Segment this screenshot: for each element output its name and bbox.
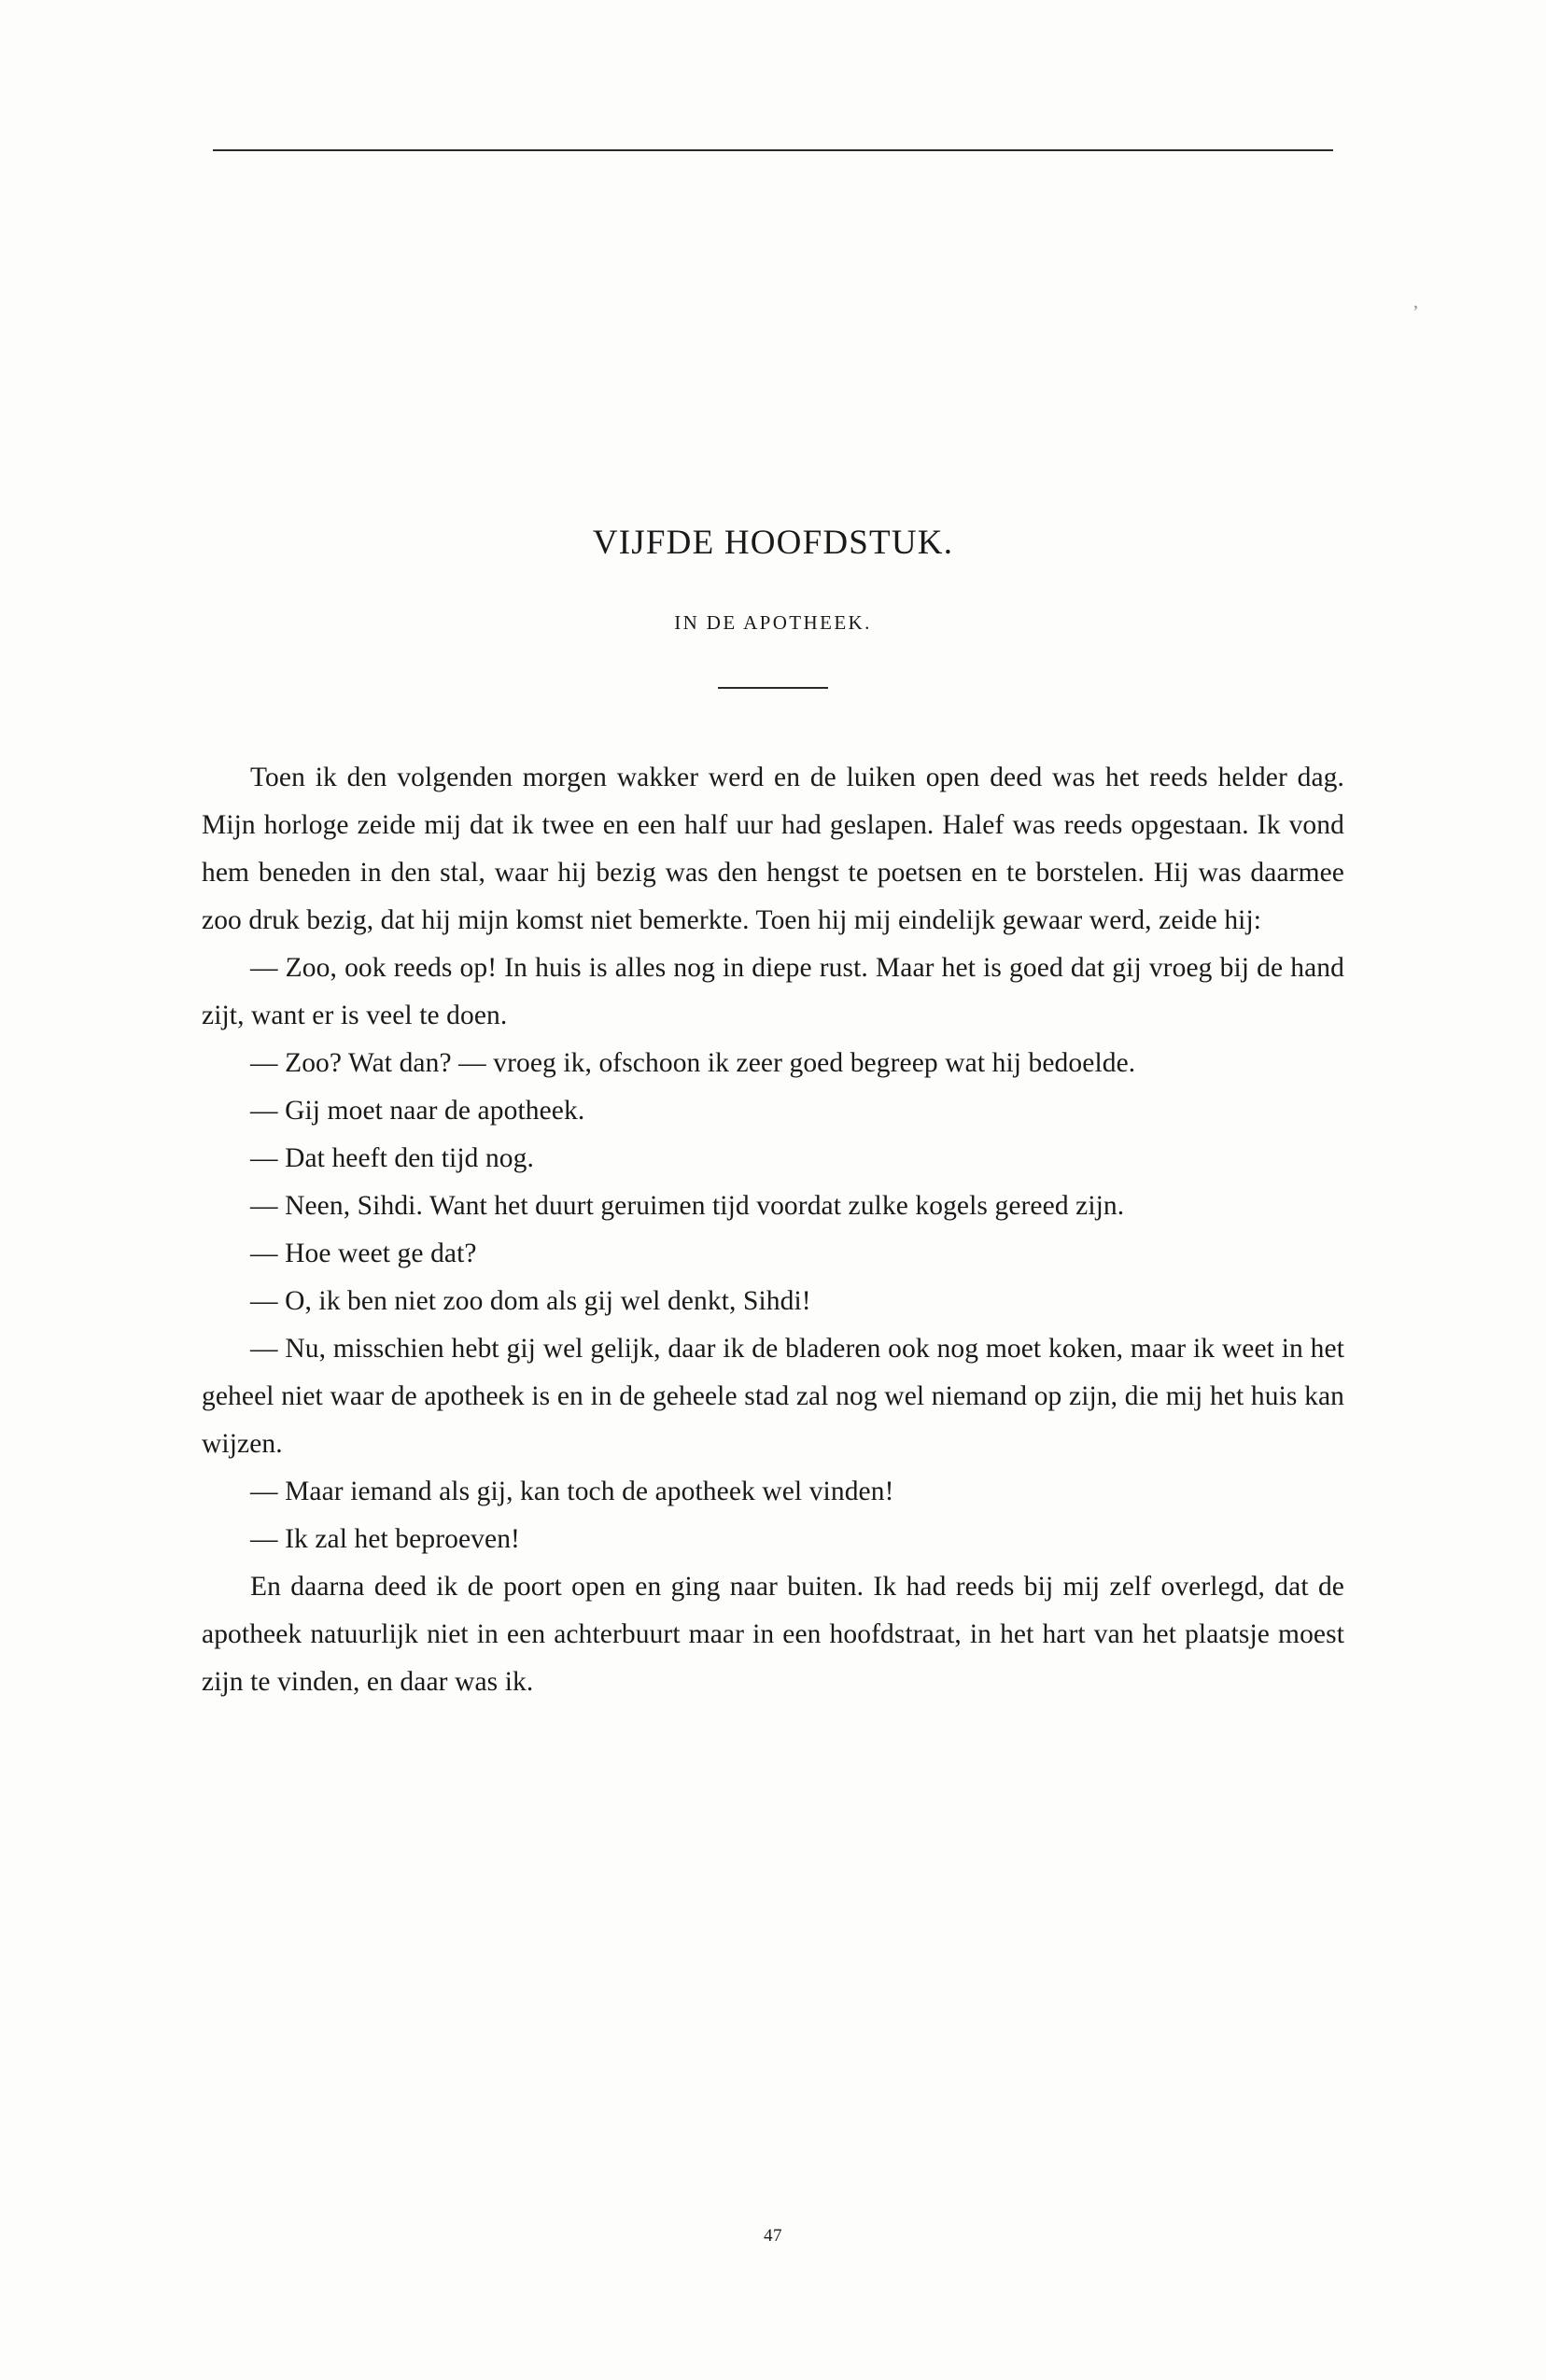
paragraph: En daarna deed ik de poort open en ging naar buiten. Ik had reeds bij mij zelf overlegd, dat de apotheek natuurlijk niet in een achterbuurt maar in een hoofdstraat, in het hart van het plaatsje moest zijn te vinden, en daar was ik. xyxy=(202,1572,1344,1697)
paragraph: — Hoe weet ge dat? xyxy=(250,1239,477,1268)
paragraph: — Gij moet naar de apotheek. xyxy=(250,1096,585,1126)
paragraph: — Zoo? Wat dan? — vroeg ik, ofschoon ik zeer goed begreep wat hij bedoelde. xyxy=(250,1048,1136,1078)
chapter-title: VIJFDE HOOFDSTUK. xyxy=(592,524,954,562)
header-rule xyxy=(213,149,1333,151)
paragraph: — Dat heeft den tijd nog. xyxy=(250,1143,534,1173)
paragraph: — Neen, Sihdi. Want het duurt geruimen tijd voordat zulke kogels gereed zijn. xyxy=(250,1191,1125,1221)
paragraph: — Zoo, ook reeds op! In huis is alles nog in diepe rust. Maar het is goed dat gij vroeg bij de hand zijt, want er is veel te doen. xyxy=(202,953,1344,1030)
ornamental-divider xyxy=(202,679,1344,696)
page-content xyxy=(202,523,1344,1706)
body-text xyxy=(202,754,1344,1706)
paragraph: — O, ik ben niet zoo dom als gij wel denkt, Sihdi! xyxy=(250,1286,811,1316)
margin-mark: ʼ xyxy=(1412,302,1419,323)
chapter-subtitle: IN DE APOTHEEK. xyxy=(674,611,872,634)
paragraph: — Nu, misschien hebt gij wel gelijk, daar ik de bladeren ook nog moet koken, maar ik weet in het geheel niet waar de apotheek is en in de geheele stad zal nog wel niemand op zijn, die mij het huis kan wijzen. xyxy=(202,1334,1344,1459)
paragraph: — Ik zal het beproeven! xyxy=(250,1524,520,1554)
page-number: 47 xyxy=(764,2226,782,2246)
paragraph: — Maar iemand als gij, kan toch de apotheek wel vinden! xyxy=(250,1477,894,1506)
divider-line xyxy=(718,687,828,689)
paragraph: Toen ik den volgenden morgen wakker werd en de luiken open deed was het reeds helder dag. Mijn horloge zeide mij dat ik twee en een half uur had geslapen. Halef was reeds opgestaan. Ik vond hem beneden in den stal, waar hij bezig was den hengst te poetsen en te borstelen. Hij was daarmee zoo druk bezig, dat hij mijn komst niet bemerkte. Toen hij mij eindelijk gewaar werd, zeide hij: xyxy=(202,763,1344,935)
